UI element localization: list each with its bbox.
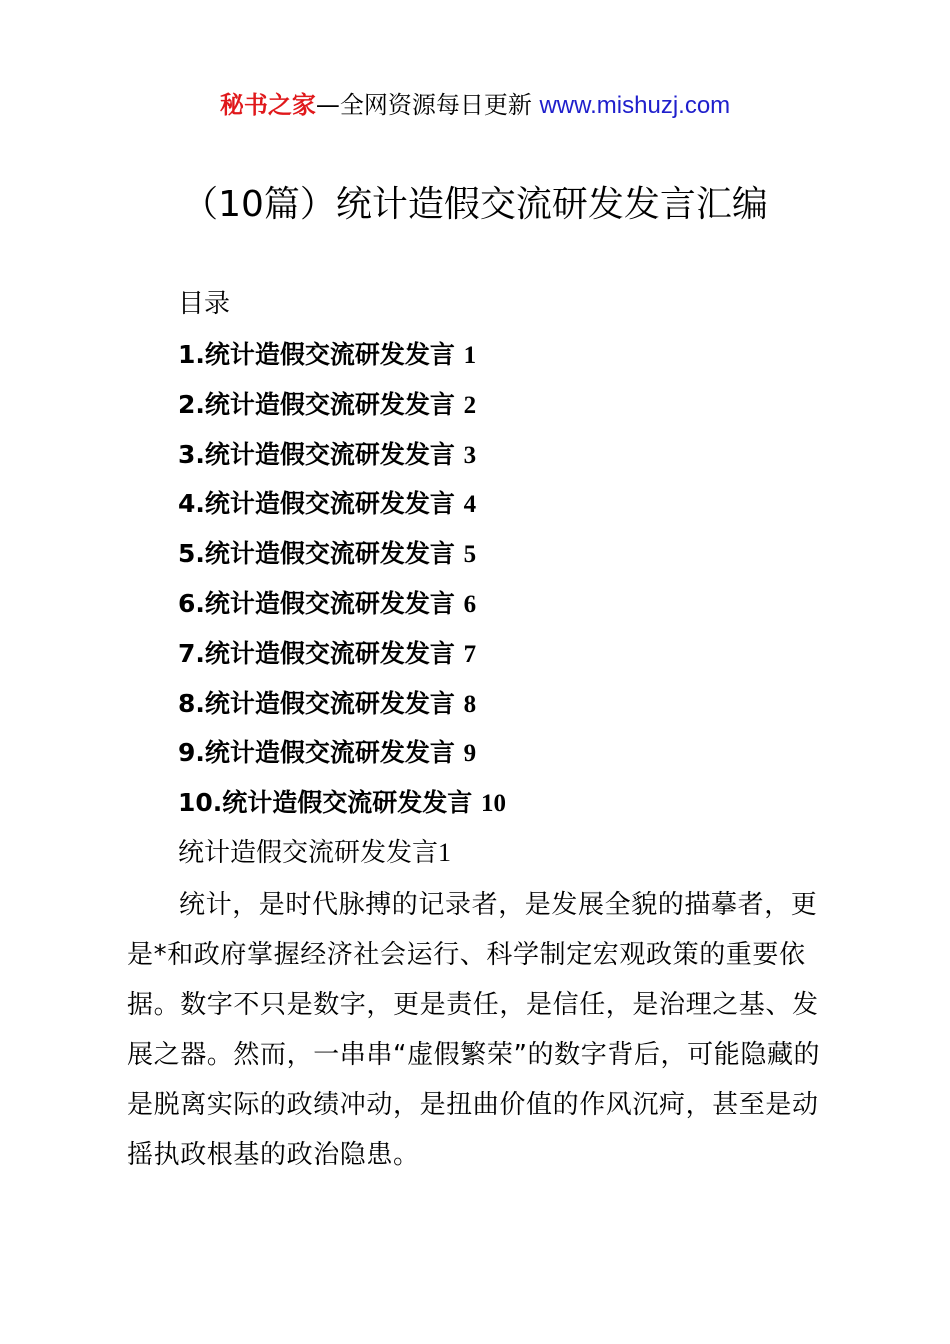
toc-item-page: 4 [463,491,477,519]
toc-item[interactable] [178,784,506,834]
toc-item-page: 3 [463,441,477,469]
section-heading-number: 1 [438,838,452,867]
toc-item-page: 6 [463,590,477,618]
toc-item[interactable] [178,386,506,436]
toc-item-text: 5.统计造假交流研发发言 [178,539,455,569]
toc-item-text: 3.统计造假交流研发发言 [178,439,455,469]
toc-item-page: 10 [481,790,507,818]
toc-item-text: 6.统计造假交流研发发言 [178,588,455,618]
body-paragraph: 统计，是时代脉搏的记录者，是发展全貌的描摹者，更是*和政府掌握经济社会运行、科学制定宏观政策的重要依据。数字不只是数字，更是责任，是信任，是治理之基、发展之器。然而，一串串“虚假繁荣”的数字背后，可能隐藏的是脱离实际的政绩冲动，是扭曲价值的作风沉疴，甚至是动摇执政根基的政治隐患。 [127,890,821,1170]
toc-item-text: 2.统计造假交流研发发言 [178,389,455,419]
site-header [0,88,950,123]
toc-item-page: 1 [463,342,477,369]
toc-item-page: 9 [463,740,477,768]
toc-item[interactable] [178,485,506,535]
toc-item[interactable] [178,336,506,386]
toc-item-text: 9.统计造假交流研发发言 [178,738,455,768]
table-of-contents [178,336,506,834]
toc-item[interactable] [178,685,506,735]
site-url-link[interactable]: www.mishuzj.com [539,92,731,119]
section-heading-text: 统计造假交流研发发言 [178,838,439,868]
toc-item-text: 1.统计造假交流研发发言 [178,340,455,369]
toc-item[interactable] [178,436,506,486]
toc-heading: 目录 [178,289,231,319]
toc-item[interactable] [178,585,506,635]
toc-item-page: 5 [463,541,477,569]
toc-item-page: 7 [463,640,477,668]
document-title: （10篇）统计造假交流研发发言汇编 [182,184,768,225]
site-brand: 秘书之家 [219,91,316,119]
toc-item[interactable] [178,535,506,585]
toc-item-text: 7.统计造假交流研发发言 [178,638,455,668]
toc-item-page: 8 [463,690,477,718]
section-heading [178,835,451,871]
site-tagline: —全网资源每日更新 [315,91,540,119]
toc-item-text: 8.统计造假交流研发发言 [178,688,455,718]
toc-item-text: 10.统计造假交流研发发言 [178,788,473,818]
toc-item[interactable] [178,635,506,685]
toc-item[interactable] [178,734,506,784]
toc-item-page: 2 [463,391,477,419]
toc-item-text: 4.统计造假交流研发发言 [178,489,455,519]
